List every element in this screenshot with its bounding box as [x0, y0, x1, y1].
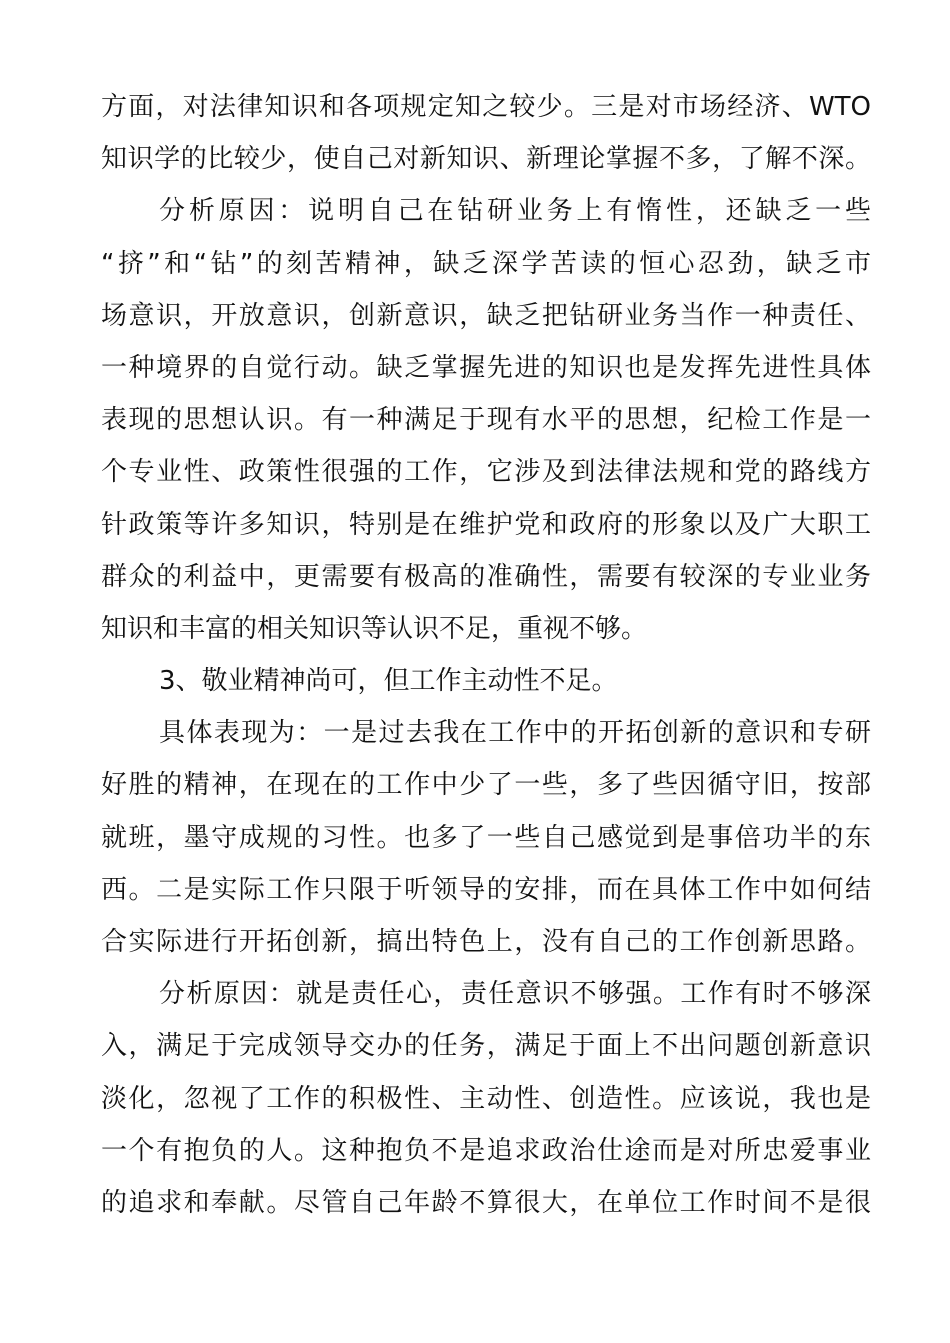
text-line: 西。二是实际工作只限于听领导的安排，而在具体工作中如何结 [101, 874, 871, 905]
text-line: 一个有抱负的人。这种抱负不是追求政治仕途而是对所忠爱事业 [101, 1135, 871, 1166]
paragraph-start-line: 分析原因：就是责任心，责任意识不够强。工作有时不够深 [159, 979, 871, 1010]
text-line: 场意识，开放意识，创新意识，缺乏把钻研业务当作一种责任、 [101, 300, 871, 331]
text-line: 个专业性、政策性很强的工作，它涉及到法律法规和党的路线方 [101, 457, 871, 488]
paragraph-start-line: 具体表现为：一是过去我在工作中的开拓创新的意识和专研 [159, 718, 871, 749]
text-line: 方面，对法律知识和各项规定知之较少。三是对市场经济、WTO [101, 92, 871, 122]
text-line: 好胜的精神，在现在的工作中少了一些，多了些因循守旧，按部 [101, 770, 871, 801]
paragraph-end-line: 合实际进行开拓创新，搞出特色上，没有自己的工作创新思路。 [101, 927, 871, 957]
text-line: 的追求和奉献。尽管自己年龄不算很大，在单位工作时间不是很 [101, 1187, 871, 1218]
body-text [101, 81, 871, 1229]
section-heading: 3、敬业精神尚可，但工作主动性不足。 [159, 666, 618, 697]
paragraph-start-line: 分析原因：说明自己在钻研业务上有惰性，还缺乏一些 [159, 196, 871, 227]
text-line: 一种境界的自觉行动。缺乏掌握先进的知识也是发挥先进性具体 [101, 352, 871, 383]
text-line: 知识学的比较少，使自己对新知识、新理论掌握不多，了解不深。 [101, 144, 871, 175]
text-line: 淡化，忽视了工作的积极性、主动性、创造性。应该说，我也是 [101, 1083, 871, 1114]
text-line: 就班，墨守成规的习性。也多了一些自己感觉到是事倍功半的东 [101, 822, 871, 853]
text-line: 表现的思想认识。有一种满足于现有水平的思想，纪检工作是一 [101, 405, 871, 436]
paragraph-end-line: 知识和丰富的相关知识等认识不足，重视不够。 [101, 613, 648, 644]
text-line: 群众的利益中，更需要有极高的准确性，需要有较深的专业业务 [101, 561, 871, 592]
text-line: 入，满足于完成领导交办的任务，满足于面上不出问题创新意识 [101, 1031, 871, 1062]
text-line: “挤”和“钻”的刻苦精神，缺乏深学苦读的恒心忍劲，缺乏市 [101, 248, 871, 279]
text-line: 针政策等许多知识，特别是在维护党和政府的形象以及广大职工 [101, 509, 871, 540]
